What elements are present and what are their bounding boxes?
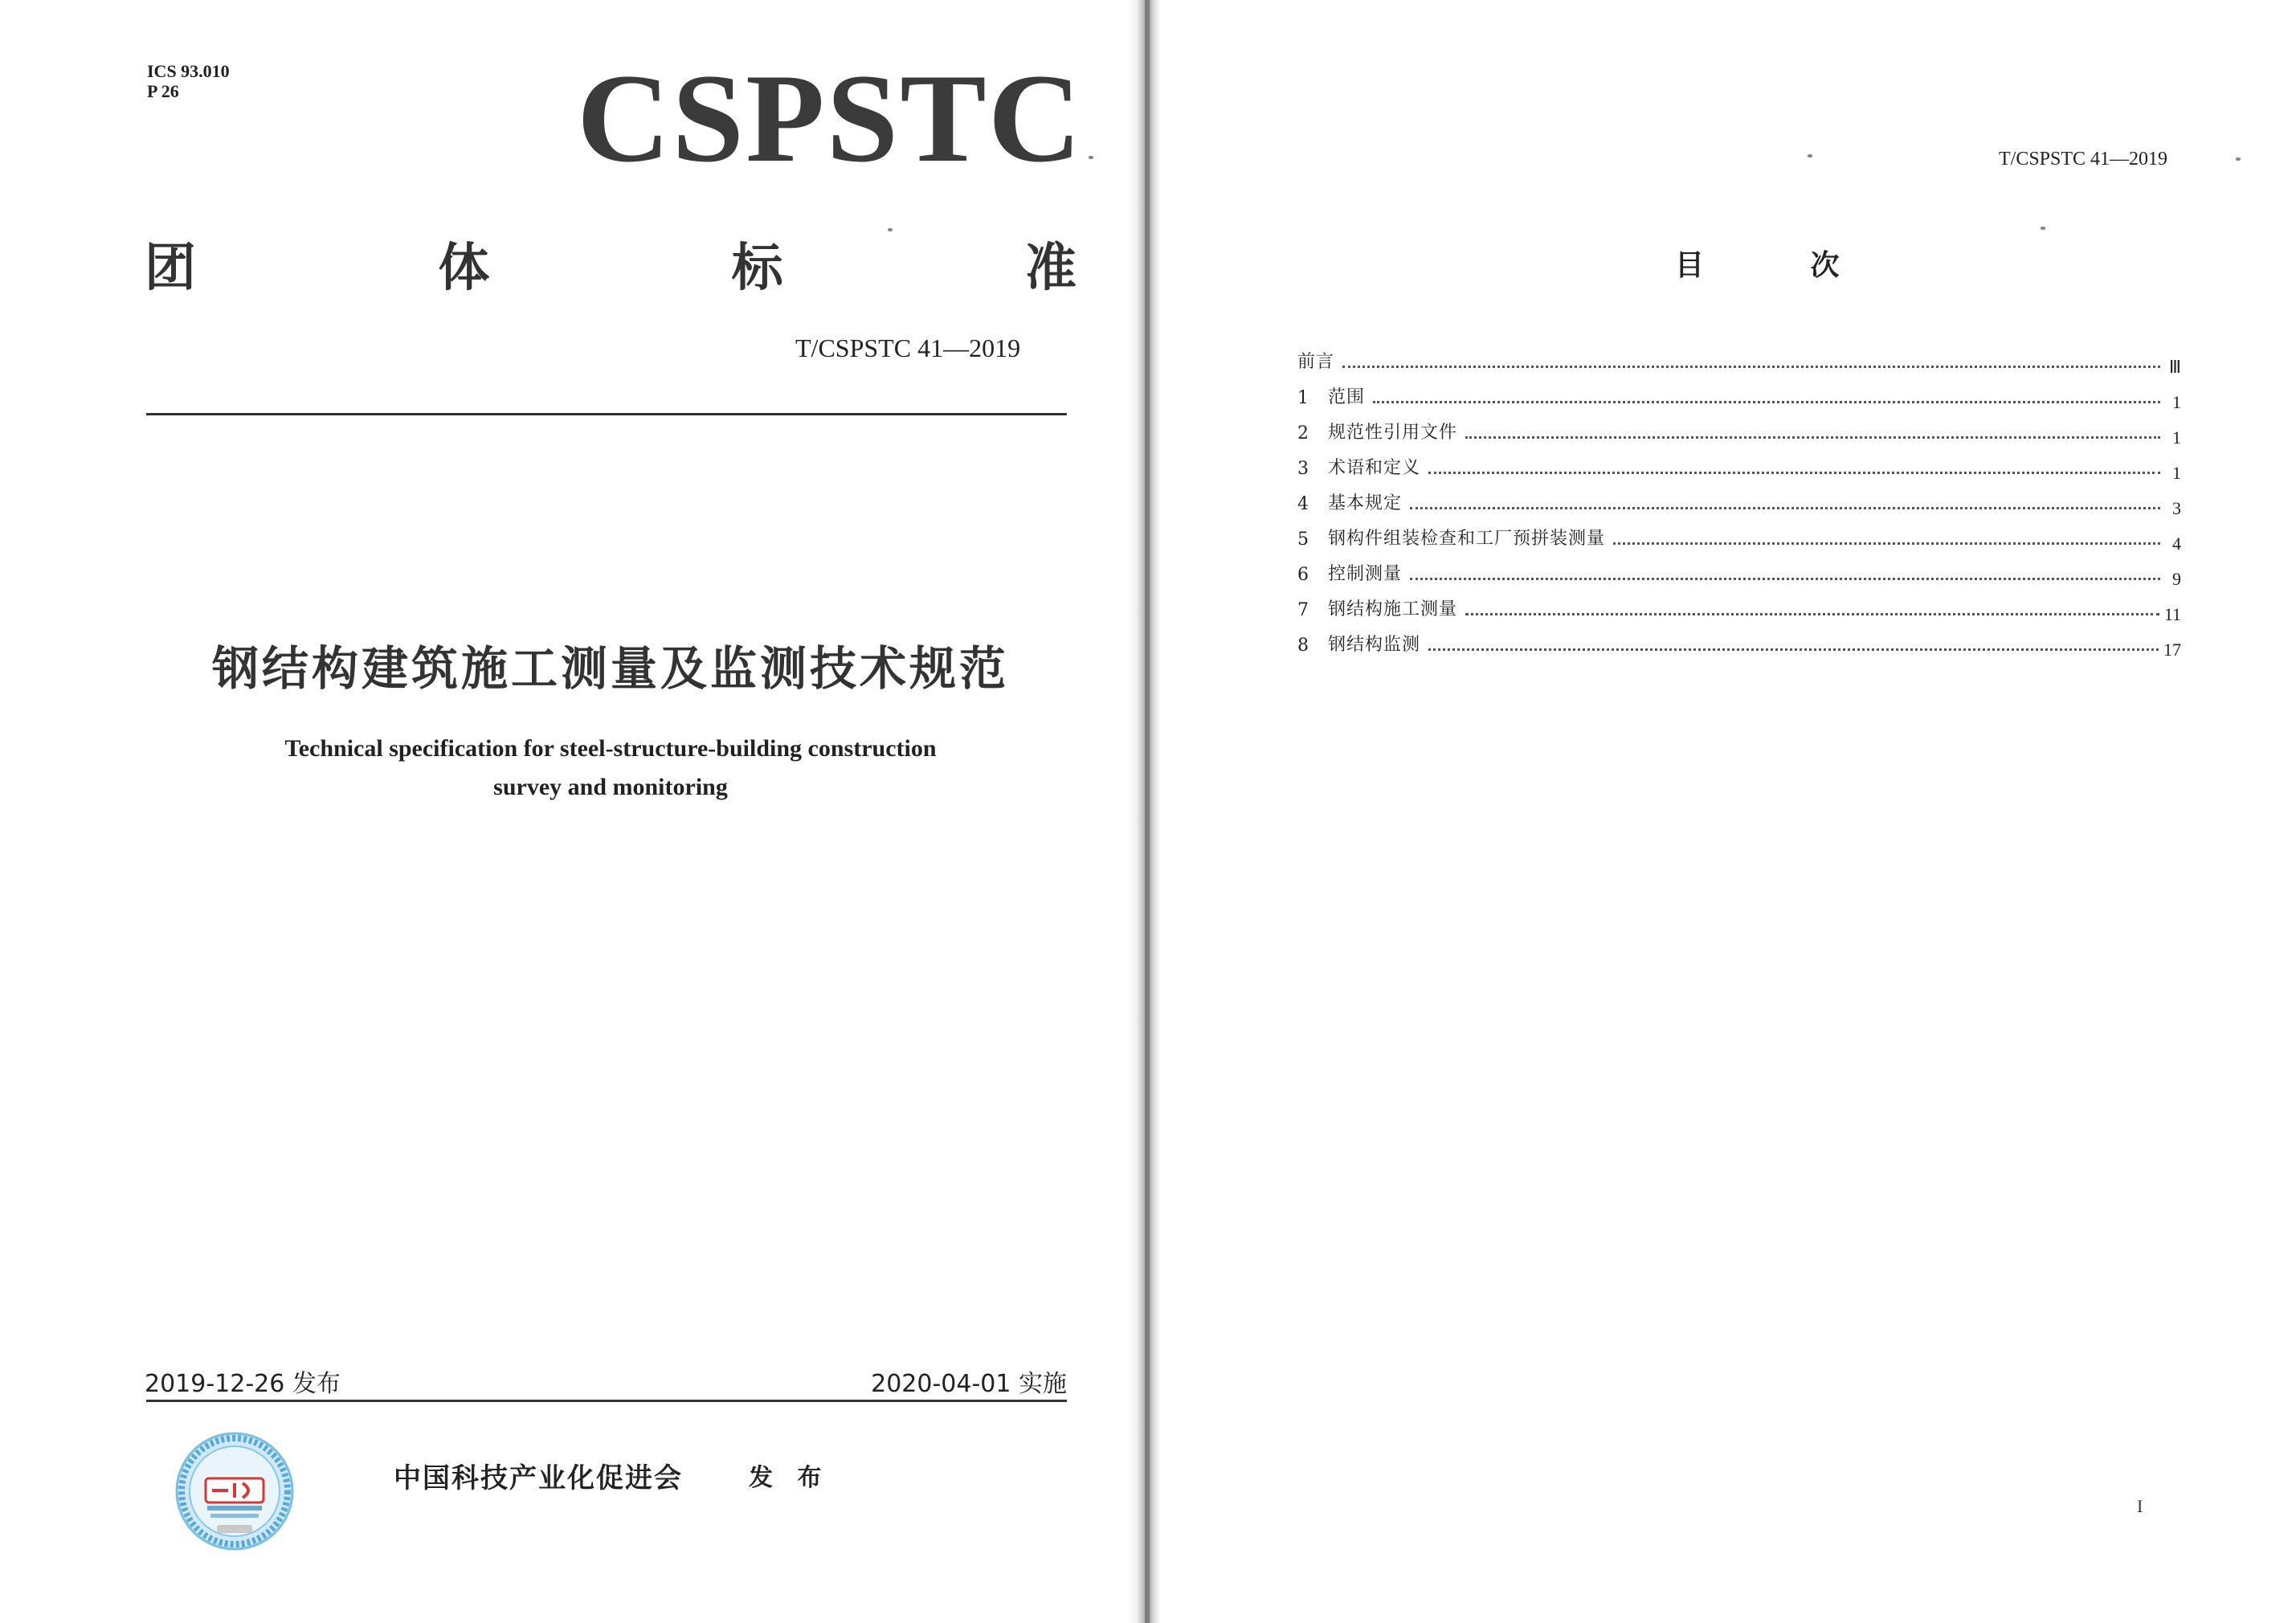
ics-code: ICS 93.010 — [147, 61, 230, 81]
title-english — [145, 730, 1077, 807]
publish-date: 2019-12-26 发布 — [145, 1370, 341, 1398]
scan-speck — [2236, 157, 2241, 161]
toc-entry-label: 基本规定 — [1328, 493, 1403, 513]
toc-entry[interactable] — [1297, 408, 2181, 448]
toc-entry[interactable] — [1297, 479, 2181, 518]
toc-entry-page: 3 — [2172, 498, 2181, 518]
implement-date: 2020-04-01 实施 — [871, 1370, 1067, 1398]
toc-leader — [1465, 613, 2159, 615]
scan-gutter-line — [1145, 0, 1150, 1623]
standard-type-char: 团 — [145, 239, 196, 298]
toc-entry[interactable] — [1297, 337, 2181, 377]
scan-speck — [888, 228, 893, 231]
standard-code: T/CSPSTC 41—2019 — [795, 333, 1021, 362]
toc-entry-label: 控制测量 — [1328, 564, 1403, 584]
toc-entry-page: 4 — [2172, 534, 2181, 554]
toc-entry-label: 钢结构施工测量 — [1328, 599, 1458, 619]
toc-list — [1297, 337, 2181, 660]
toc-entry-page: 9 — [2172, 569, 2181, 589]
cspstc-logo: CSPSTC — [577, 48, 1084, 189]
standard-type-char: 体 — [438, 239, 490, 298]
footer-divider — [146, 1400, 1067, 1402]
toc-entry-label: 前言 — [1297, 352, 1335, 372]
toc-leader — [1613, 542, 2160, 545]
toc-entry-number: 4 — [1297, 494, 1309, 514]
standard-type-char: 标 — [731, 239, 783, 298]
scan-speck — [2041, 227, 2045, 230]
toc-leader — [1373, 401, 2160, 403]
toc-entry-page: 11 — [2163, 604, 2181, 624]
toc-entry-page: 1 — [2172, 463, 2181, 483]
toc-entry-page: 17 — [2163, 640, 2181, 660]
toc-entry-label: 规范性引用文件 — [1328, 423, 1458, 443]
title-chinese: 钢结构建筑施工测量及监测技术规范 — [211, 641, 1009, 696]
toc-leader — [1428, 648, 2159, 651]
publisher-name: 中国科技产业化促进会 — [394, 1462, 683, 1494]
cover-page — [0, 0, 1141, 1623]
toc-entry-number: 2 — [1297, 423, 1309, 444]
scan-speck — [1808, 154, 1812, 157]
title-english-line: survey and monitoring — [493, 774, 728, 800]
toc-entry[interactable] — [1297, 550, 2181, 589]
toc-leader — [1428, 472, 2160, 474]
toc-entry-label: 范围 — [1328, 387, 1366, 407]
anti-counterfeit-seal — [175, 1432, 294, 1551]
toc-entry-number: 1 — [1297, 388, 1309, 408]
toc-entry-label: 术语和定义 — [1328, 458, 1421, 478]
toc-leader — [1465, 436, 2160, 439]
scan-speck — [1089, 156, 1093, 159]
toc-leader — [1342, 366, 2160, 368]
toc-leader — [1410, 578, 2160, 580]
toc-entry-number: 8 — [1297, 636, 1309, 656]
header-divider — [146, 413, 1067, 415]
toc-entry-page: 1 — [2172, 392, 2181, 412]
toc-entry-page: Ⅲ — [2168, 357, 2181, 377]
toc-entry-label: 钢结构监测 — [1328, 635, 1421, 655]
toc-entry-number: 6 — [1297, 565, 1309, 585]
toc-entry-label: 钢构件组装检查和工厂预拼装测量 — [1328, 529, 1606, 549]
standard-type — [145, 227, 1077, 300]
toc-entry-number: 5 — [1297, 529, 1309, 550]
toc-entry[interactable] — [1297, 585, 2181, 624]
toc-entry-number: 3 — [1297, 459, 1309, 479]
toc-entry[interactable] — [1297, 514, 2181, 554]
toc-title: 目 次 — [1675, 249, 1888, 282]
toc-entry[interactable] — [1297, 444, 2181, 483]
publish-label: 发 布 — [749, 1464, 830, 1492]
ccs-code: P 26 — [147, 81, 179, 101]
toc-entry-number: 7 — [1297, 600, 1309, 620]
toc-entry-page: 1 — [2172, 427, 2181, 448]
page-number: I — [2137, 1496, 2143, 1516]
toc-leader — [1410, 507, 2160, 509]
toc-entry[interactable] — [1297, 620, 2181, 660]
toc-entry[interactable] — [1297, 373, 2181, 412]
header-standard-code: T/CSPSTC 41—2019 — [1999, 149, 2168, 170]
title-english-line: Technical specification for steel-structure-building construction — [284, 735, 937, 762]
standard-type-char: 准 — [1024, 239, 1077, 298]
